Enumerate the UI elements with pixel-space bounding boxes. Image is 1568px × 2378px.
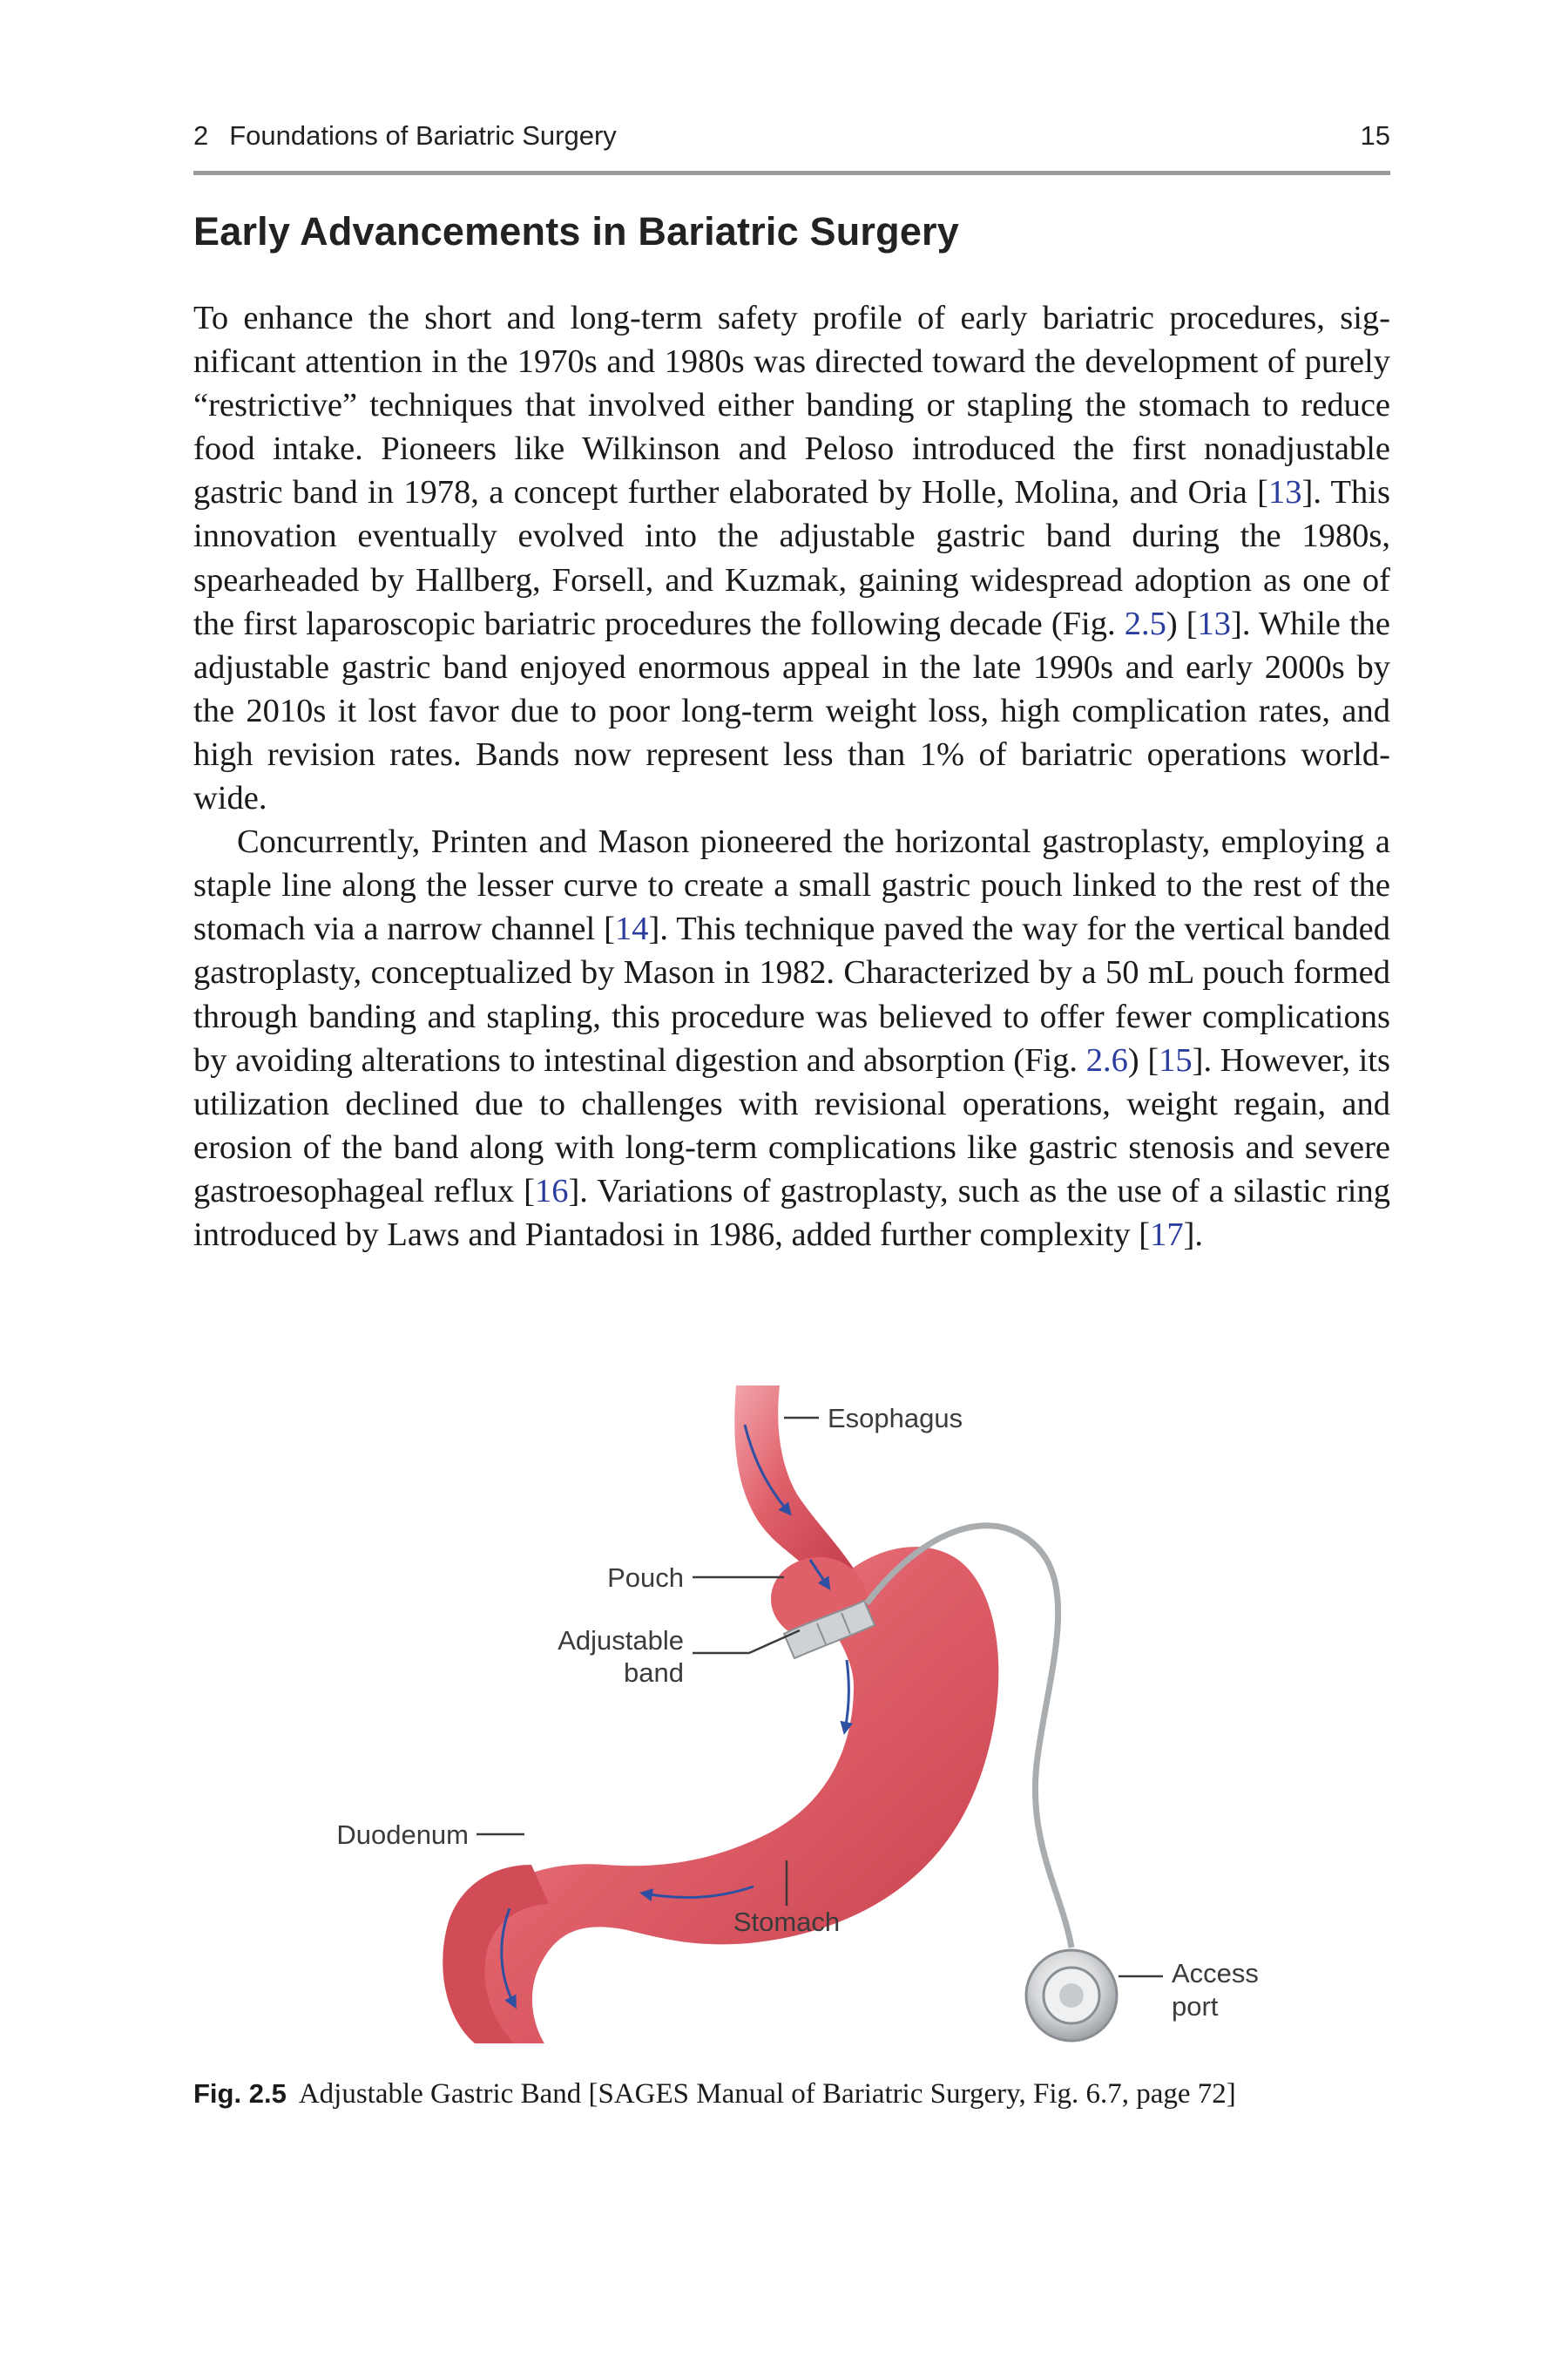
access-port-icon — [1026, 1950, 1117, 2041]
section-heading: Early Advancements in Bariatric Surgery — [193, 209, 959, 254]
reference-link[interactable]: 2.5 — [1124, 605, 1166, 642]
paragraph-text: ]. While the adjustable gastric band enjoyed enormous appeal in the late 1990s and early 2000s by the 2010s it lost favor due to poor long-term weight loss, high complication rates, and high revision rates. Bands now represent less than 1% of bariatric operations world-wide. — [193, 605, 1390, 817]
header-rule — [193, 171, 1390, 175]
label-access-port-line1: Access — [1172, 1958, 1259, 1988]
paragraph-text: ) [ — [1166, 605, 1198, 642]
reference-link[interactable]: 14 — [615, 911, 649, 948]
label-pouch: Pouch — [607, 1562, 684, 1593]
paragraph-text: ]. — [1183, 1216, 1204, 1253]
label-adjustable-band-line1: Adjustable — [558, 1625, 684, 1656]
paragraph-2 — [193, 820, 1390, 1257]
paragraph-text: ) [ — [1127, 1041, 1159, 1079]
paragraph-text: To enhance the short and long-term safety profile of early bariatric procedures, significant attention in the 1970s and 1980s was directed toward the development of purely “restrictive” techniques that involved either banding or stapling the stomach to reduce food intake. Pioneers like Wilkinson and Peloso introduced the first nonadjustable gastric band in 1978, a concept further elaborated by Holle, Molina, and Oria [ — [193, 300, 1390, 512]
reference-link[interactable]: 13 — [1268, 474, 1302, 512]
paragraph-text: ]. This technique paved the way for the vertical banded gastroplasty, conceptualized by Mason in 1982. Characterized by a 50 mL pouch formed through banding and stapling, this procedure was believed to offer fewer complications by avoiding alterations to intestinal digestion and absorption (Fig. — [193, 911, 1390, 1079]
reference-link[interactable]: 2.6 — [1085, 1041, 1128, 1079]
label-stomach: Stomach — [733, 1907, 841, 1937]
paragraph-text: ]. This innovation eventually evolved into the adjustable gastric band during the 1980s, spearheaded by Hallberg, Forsell, and Kuzmak, gaining widespread adoption as one of the first laparoscopic bariatric procedures the following decade (Fig. — [193, 474, 1390, 642]
paragraph-text: ]. However, its utilization declined due to challenges with revisional operations, weight regain, and erosion of the band along with long-term complications like gastric stenosis and severe gastroesophageal reflux [ — [193, 1041, 1390, 1209]
reference-link[interactable]: 16 — [534, 1172, 569, 1209]
paragraph-text: ]. Variations of gastroplasty, such as the use of a silastic ring introduced by Laws and Piantadosi in 1986, added further complexity [ — [193, 1172, 1390, 1253]
label-access-port-line2: port — [1172, 1991, 1219, 2022]
paragraph-1 — [193, 296, 1390, 820]
stomach-shape — [457, 1547, 998, 2043]
page-number: 15 — [1360, 120, 1390, 151]
label-duodenum: Duodenum — [336, 1819, 469, 1850]
caption-text: Adjustable Gastric Band [SAGES Manual of Bariatric Surgery, Fig. 6.7, page 72] — [298, 2078, 1236, 2110]
flow-arrow — [845, 1660, 848, 1730]
running-head — [193, 120, 1390, 152]
chapter-number: 2 — [193, 120, 209, 151]
paragraph-text: Concurrently, Printen and Mason pioneered the horizontal gastroplasty, employing a staple line along the lesser curve to create a small gastric pouch linked to the rest of the stomach via a narrow channel [ — [193, 823, 1390, 948]
caption-label: Fig. 2.5 — [193, 2078, 287, 2109]
reference-link[interactable]: 13 — [1197, 605, 1232, 642]
figure-adjustable-gastric-band — [296, 1372, 1307, 2052]
label-adjustable-band-line2: band — [624, 1657, 684, 1688]
body-text — [193, 296, 1390, 1257]
gastric-band-illustration — [296, 1372, 1307, 2052]
figure-caption — [193, 2078, 1390, 2110]
chapter-title: Foundations of Bariatric Surgery — [229, 120, 617, 151]
reference-link[interactable]: 17 — [1150, 1216, 1184, 1253]
label-esophagus: Esophagus — [828, 1403, 963, 1433]
reference-link[interactable]: 15 — [1159, 1041, 1193, 1079]
